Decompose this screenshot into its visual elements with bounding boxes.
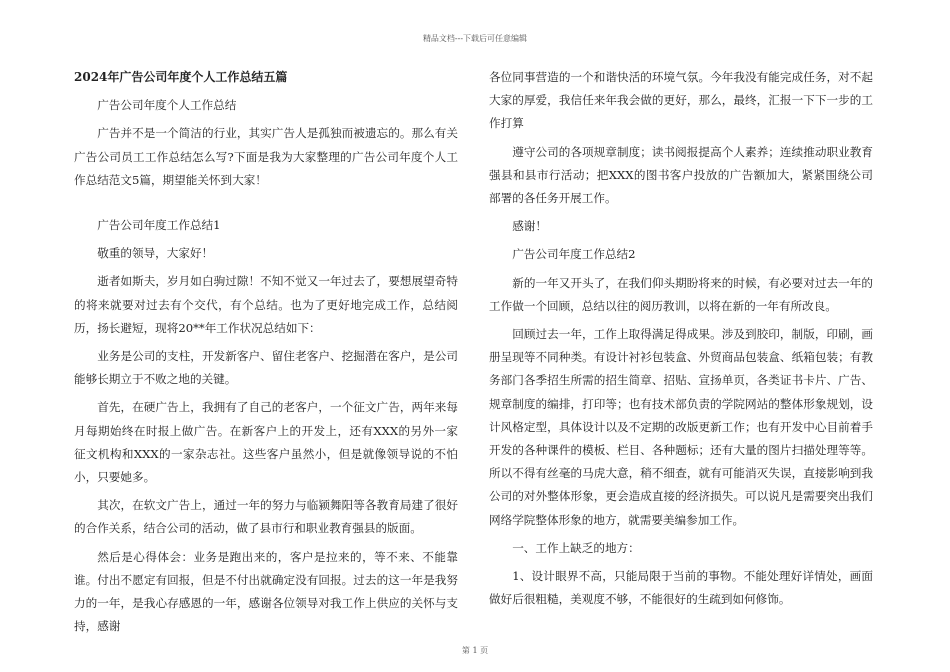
page-number: 第 1 页 (461, 646, 489, 655)
paragraph: 感谢！ (512, 219, 547, 234)
left-column (74, 66, 458, 643)
section-heading: 广告公司年度工作总结1 (97, 218, 221, 233)
paragraph: 然后是心得体会：业务是跑出来的，客户是拉来的，等不来、不能靠谁。付出不愿定有回报，但是不付出就确定没有回报。过去的这一年是我努力的一年，是我心存感恩的一年，感谢各位领导对我工作上供应的关怀与支持，感谢 (74, 549, 458, 634)
paragraph: 回顾过去一年，工作上取得满足得成果。涉及到胶印，制版，印刷，画册呈现等不同种类。有设计衬衫包装盒、外贸商品包装盒、纸箱包装；有教务部门各季招生所需的招生简章、招贴、宣扬单页，各类证书卡片、广告、规章制度的编排，打印等；也有技术部负责的学院网站的整体形象规划，设计风格定型，具体设计以及不定期的改版更新工作；也有开发中心目前着手开发的各种课件的模板、栏目、各种题标；还有大量的图片扫描处理等等。所以不得有丝毫的马虎大意，稍不细查，就有可能消灭失误，直接影响到我公司的对外整体形象，更会造成直接的经济损失。可以说凡是需要突出我们网络学院整体形象的地方，就需要美编参加工作。 (489, 327, 873, 527)
paragraph: 广告公司年度个人工作总结 (97, 98, 237, 113)
paragraph: 广告并不是一个简洁的行业，其实广告人是孤独而被遗忘的。那么有关广告公司员工工作总结怎么写?下面是我为大家整理的广告公司年度个人工作总结范文5篇，期望能关怀到大家！ (74, 126, 458, 187)
paragraph: 其次，在软文广告上，通过一年的努力与临颍舞阳等各教育局建了很好的合作关系，结合公司的活动，做了县市行和职业教育强县的版面。 (74, 498, 458, 536)
paragraph: 业务是公司的支柱，开发新客户、留住老客户、挖掘潜在客户，是公司能够长期立于不败之地的关键。 (74, 349, 458, 387)
right-column (489, 66, 873, 616)
section-heading: 广告公司年度工作总结2 (512, 247, 636, 262)
subsection-heading: 一、工作上缺乏的地方： (512, 540, 640, 555)
paragraph: 逝者如斯夫，岁月如白驹过隙！不知不觉又一年过去了，要想展望奇特的将来就要对过去有个交代，有个总结。也为了更好地完成工作，总结阅历，扬长避短，现将20**年工作状况总结如下： (74, 274, 458, 335)
paragraph: 新的一年又开头了，在我们仰头期盼将来的时候，有必要对过去一年的工作做一个回顾，总结以往的阅历教训，以将在新的一年有所改良。 (489, 275, 873, 313)
paragraph: 遵守公司的各项规章制度；读书阅报提高个人素养；连续推动职业教育强县和县市行活动；把XXX的图书客户投放的广告额加大，紧紧围绕公司部署的各任务开展工作。 (489, 144, 873, 206)
paragraph: 1、设计眼界不高，只能局限于当前的事物。不能处理好详情处，画面做好后很粗糙，美观度不够，不能很好的生疏到如何修饰。 (489, 569, 873, 607)
document-title: 2024年广告公司年度个人工作总结五篇 (74, 70, 288, 84)
paragraph: 首先，在硬广告上，我拥有了自己的老客户，一个征文广告，两年来每月每期始终在时报上做广告。在新客户上的开发上，还有XXX的另外一家征文机构和XXX的一家杂志社。这些客户虽然小，但是就像领导说的不怕小，只要她多。 (74, 400, 458, 485)
paragraph-continued: 各位同事营造的一个和谐快活的环境气氛。今年我没有能完成任务，对不起大家的厚爱，我信任来年我会做的更好，那么，最终，汇报一下下一步的工作打算 (489, 70, 873, 131)
paragraph: 敬重的领导，大家好！ (97, 246, 214, 261)
page-header-note: 精品文档---下载后可任意编辑 (422, 34, 528, 43)
